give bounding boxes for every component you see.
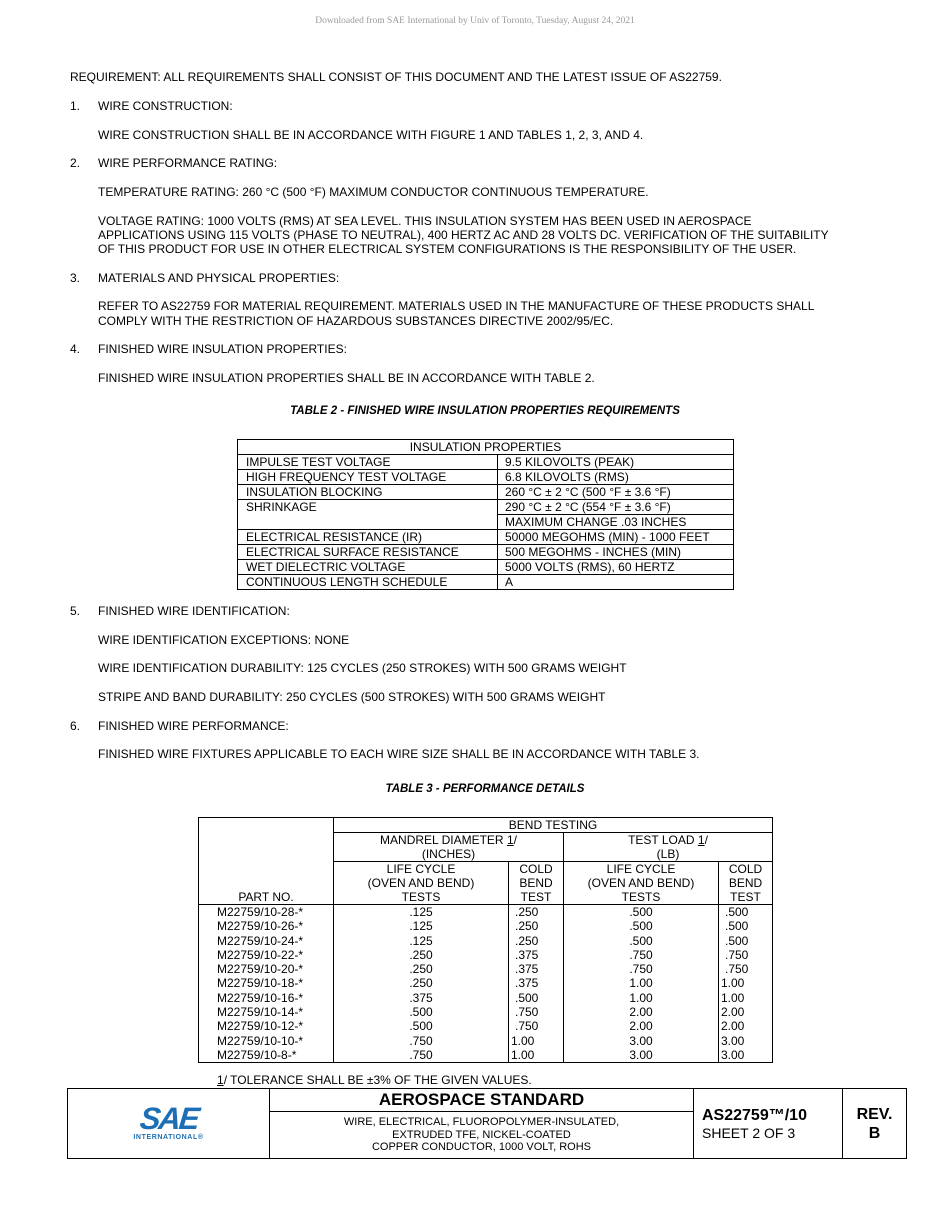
section-1-para: WIRE CONSTRUCTION SHALL BE IN ACCORDANCE WITH FIGURE 1 AND TABLES 1, 2, 3, AND 4. bbox=[98, 128, 644, 142]
mandrel-cold-bend-value: 1.00 bbox=[509, 1034, 564, 1048]
registered-mark: ® bbox=[197, 1134, 204, 1141]
mandrel-life-cycle-value: .250 bbox=[334, 948, 509, 962]
table-row bbox=[238, 515, 734, 530]
table-row bbox=[199, 1005, 773, 1019]
property-name bbox=[238, 515, 498, 530]
mandrel-cold-bend-value: .750 bbox=[509, 1019, 564, 1033]
voltage-rating-line-2: APPLICATIONS USING 115 VOLTS (PHASE TO NEUTRAL), 400 HERTZ AC AND 28 VOLTS DC. VERIFICATION OF THE SUITABILITY bbox=[98, 228, 829, 242]
mandrel-life-cycle-value: .750 bbox=[334, 1048, 509, 1063]
subtitle-line: WIRE, ELECTRICAL, FLUOROPOLYMER-INSULATED, bbox=[343, 1116, 620, 1129]
temperature-rating: TEMPERATURE RATING: 260 °C (500 °F) MAXIMUM CONDUCTOR CONTINUOUS TEMPERATURE. bbox=[98, 185, 649, 199]
section-4-para: FINISHED WIRE INSULATION PROPERTIES SHALL BE IN ACCORDANCE WITH TABLE 2. bbox=[98, 371, 595, 385]
life-cycle-line: TESTS bbox=[401, 890, 441, 904]
property-name: IMPULSE TEST VOLTAGE bbox=[238, 455, 498, 470]
document-type: AEROSPACE STANDARD bbox=[270, 1089, 694, 1112]
mandrel-diameter-header bbox=[334, 833, 564, 862]
property-value: 290 °C ± 2 °C (554 °F ± 3.6 °F) bbox=[498, 500, 734, 515]
mandrel-cold-bend-value: 1.00 bbox=[509, 1048, 564, 1063]
part-number: M22759/10-12-* bbox=[199, 1019, 334, 1033]
property-name: CONTINUOUS LENGTH SCHEDULE bbox=[238, 575, 498, 590]
part-number: M22759/10-18-* bbox=[199, 976, 334, 990]
load-life-cycle-value: 1.00 bbox=[564, 976, 719, 990]
materials-line-2: COMPLY WITH THE RESTRICTION OF HAZARDOUS SUBSTANCES DIRECTIVE 2002/95/EC. bbox=[98, 314, 614, 328]
mandrel-cold-bend-value: .375 bbox=[509, 948, 564, 962]
load-cold-bend-header bbox=[719, 862, 773, 905]
section-6-number: 6. bbox=[70, 719, 81, 733]
property-name: SHRINKAGE bbox=[238, 500, 498, 515]
sae-logo-cell bbox=[68, 1089, 270, 1159]
part-number: M22759/10-26-* bbox=[199, 919, 334, 933]
mandrel-cold-bend-value: .750 bbox=[509, 1005, 564, 1019]
section-4-title: FINISHED WIRE INSULATION PROPERTIES: bbox=[98, 342, 347, 356]
footnote-ref: 1 bbox=[506, 833, 514, 847]
section-2-title: WIRE PERFORMANCE RATING: bbox=[98, 156, 278, 170]
property-name: HIGH FREQUENCY TEST VOLTAGE bbox=[238, 470, 498, 485]
test-load-header bbox=[564, 833, 773, 862]
part-number: M22759/10-8-* bbox=[199, 1048, 334, 1063]
mandrel-life-cycle-value: .125 bbox=[334, 934, 509, 948]
property-name: ELECTRICAL SURFACE RESISTANCE bbox=[238, 545, 498, 560]
load-life-cycle-value: .500 bbox=[564, 934, 719, 948]
table-2-caption: TABLE 2 - FINISHED WIRE INSULATION PROPERTIES REQUIREMENTS bbox=[290, 405, 680, 417]
load-life-cycle-value: .750 bbox=[564, 962, 719, 976]
property-value: 260 °C ± 2 °C (500 °F ± 3.6 °F) bbox=[498, 485, 734, 500]
cold-bend-line: BEND bbox=[519, 876, 553, 890]
table-row bbox=[238, 455, 734, 470]
footnote-slash: / bbox=[513, 833, 517, 847]
part-number: M22759/10-10-* bbox=[199, 1034, 334, 1048]
mandrel-cold-bend-value: .250 bbox=[509, 919, 564, 933]
stripe-band-durability: STRIPE AND BAND DURABILITY: 250 CYCLES (500 STROKES) WITH 500 GRAMS WEIGHT bbox=[98, 690, 606, 704]
performance-details-table bbox=[198, 817, 773, 1063]
footnote-text: / TOLERANCE SHALL BE ±3% OF THE GIVEN VALUES. bbox=[223, 1073, 532, 1087]
load-life-cycle-value: .500 bbox=[564, 905, 719, 920]
sae-logo bbox=[68, 1101, 269, 1142]
mandrel-cold-bend-value: .500 bbox=[509, 991, 564, 1005]
cold-bend-line: COLD bbox=[519, 862, 553, 876]
table-3-caption: TABLE 3 - PERFORMANCE DETAILS bbox=[385, 783, 585, 795]
table-row bbox=[238, 560, 734, 575]
footnote-slash: / bbox=[704, 833, 708, 847]
table-3-footnote bbox=[217, 1073, 532, 1087]
footnote-ref: 1 bbox=[697, 833, 705, 847]
mandrel-life-cycle-value: .125 bbox=[334, 919, 509, 933]
mandrel-life-cycle-header bbox=[334, 862, 509, 905]
identification-exceptions: WIRE IDENTIFICATION EXCEPTIONS: NONE bbox=[98, 633, 350, 647]
section-3-number: 3. bbox=[70, 271, 81, 285]
load-cold-bend-value: .750 bbox=[719, 948, 773, 962]
document-number: AS22759™/10 bbox=[702, 1106, 807, 1124]
property-value: 50000 MEGOHMS (MIN) - 1000 FEET bbox=[498, 530, 734, 545]
load-cold-bend-value: 1.00 bbox=[719, 991, 773, 1005]
mandrel-life-cycle-value: .250 bbox=[334, 976, 509, 990]
life-cycle-line: (OVEN AND BEND) bbox=[367, 876, 475, 890]
table-row bbox=[199, 962, 773, 976]
property-value: 500 MEGOHMS - INCHES (MIN) bbox=[498, 545, 734, 560]
load-life-cycle-value: .500 bbox=[564, 919, 719, 933]
materials-line-1: REFER TO AS22759 FOR MATERIAL REQUIREMENT. MATERIALS USED IN THE MANUFACTURE OF THESE PRODUCTS SHALL bbox=[98, 299, 815, 313]
test-load-units: (LB) bbox=[656, 847, 680, 861]
table-row bbox=[238, 530, 734, 545]
sae-logo-subtext-label: INTERNATIONAL bbox=[133, 1134, 198, 1141]
cold-bend-line: TEST bbox=[730, 890, 761, 904]
property-value: 6.8 KILOVOLTS (RMS) bbox=[498, 470, 734, 485]
cold-bend-line: COLD bbox=[728, 862, 763, 876]
voltage-rating-line-1: VOLTAGE RATING: 1000 VOLTS (RMS) AT SEA LEVEL. THIS INSULATION SYSTEM HAS BEEN USED IN AEROSPACE bbox=[98, 214, 752, 228]
load-cold-bend-value: 2.00 bbox=[719, 1005, 773, 1019]
revision-label: REV. bbox=[856, 1105, 893, 1123]
mandrel-life-cycle-value: .250 bbox=[334, 962, 509, 976]
part-no-header bbox=[199, 862, 334, 905]
table-row bbox=[238, 500, 734, 515]
requirement-statement: REQUIREMENT: ALL REQUIREMENTS SHALL CONSIST OF THIS DOCUMENT AND THE LATEST ISSUE OF AS22759. bbox=[70, 70, 722, 84]
part-no-header-spacer bbox=[199, 833, 334, 862]
table-row bbox=[238, 485, 734, 500]
load-cold-bend-value: .500 bbox=[719, 934, 773, 948]
section-1-title: WIRE CONSTRUCTION: bbox=[98, 99, 233, 113]
download-watermark: Downloaded from SAE International by Univ of Toronto, Tuesday, August 24, 2021 bbox=[315, 16, 635, 26]
table-row bbox=[199, 991, 773, 1005]
load-life-cycle-value: 3.00 bbox=[564, 1048, 719, 1063]
mandrel-life-cycle-value: .500 bbox=[334, 1019, 509, 1033]
title-block bbox=[67, 1088, 907, 1159]
sheet-number: SHEET 2 OF 3 bbox=[702, 1124, 796, 1141]
load-life-cycle-value: .750 bbox=[564, 948, 719, 962]
section-3-title: MATERIALS AND PHYSICAL PROPERTIES: bbox=[98, 271, 340, 285]
part-number: M22759/10-20-* bbox=[199, 962, 334, 976]
voltage-rating-line-3: OF THIS PRODUCT FOR USE IN OTHER ELECTRICAL SYSTEM CONFIGURATIONS IS THE RESPONSIBILITY OF THE USER. bbox=[98, 242, 797, 256]
revision-cell bbox=[843, 1089, 907, 1159]
table-row bbox=[199, 1048, 773, 1063]
section-2-number: 2. bbox=[70, 156, 81, 170]
section-6-para: FINISHED WIRE FIXTURES APPLICABLE TO EACH WIRE SIZE SHALL BE IN ACCORDANCE WITH TABLE 3. bbox=[98, 747, 700, 761]
footnote-number: 1 bbox=[217, 1073, 224, 1087]
load-cold-bend-value: 2.00 bbox=[719, 1019, 773, 1033]
document-id-cell bbox=[694, 1089, 843, 1159]
load-life-cycle-value: 2.00 bbox=[564, 1019, 719, 1033]
part-number: M22759/10-24-* bbox=[199, 934, 334, 948]
subtitle-line: COPPER CONDUCTOR, 1000 VOLT, ROHS bbox=[371, 1141, 592, 1154]
insulation-properties-table bbox=[237, 439, 734, 590]
table-row bbox=[199, 905, 773, 920]
mandrel-cold-bend-value: .250 bbox=[509, 905, 564, 920]
mandrel-life-cycle-value: .375 bbox=[334, 991, 509, 1005]
part-number: M22759/10-16-* bbox=[199, 991, 334, 1005]
section-1-number: 1. bbox=[70, 99, 81, 113]
load-life-cycle-value: 3.00 bbox=[564, 1034, 719, 1048]
subtitle-line: EXTRUDED TFE, NICKEL-COATED bbox=[392, 1128, 571, 1141]
mandrel-life-cycle-value: .750 bbox=[334, 1034, 509, 1048]
load-cold-bend-value: .750 bbox=[719, 962, 773, 976]
bend-testing-header: BEND TESTING bbox=[334, 818, 773, 833]
life-cycle-line: LIFE CYCLE bbox=[386, 862, 456, 876]
table-row bbox=[199, 1019, 773, 1033]
mandrel-life-cycle-value: .500 bbox=[334, 1005, 509, 1019]
table-row bbox=[199, 948, 773, 962]
sae-logo-mark: SAE bbox=[137, 1101, 200, 1136]
mandrel-diameter-label: MANDREL DIAMETER bbox=[380, 833, 507, 847]
property-value: MAXIMUM CHANGE .03 INCHES bbox=[498, 515, 734, 530]
load-cold-bend-value: .500 bbox=[719, 905, 773, 920]
section-5-number: 5. bbox=[70, 604, 81, 618]
property-value: 9.5 KILOVOLTS (PEAK) bbox=[498, 455, 734, 470]
part-number: M22759/10-28-* bbox=[199, 905, 334, 920]
identification-durability: WIRE IDENTIFICATION DURABILITY: 125 CYCLES (250 STROKES) WITH 500 GRAMS WEIGHT bbox=[98, 661, 627, 675]
part-number: M22759/10-14-* bbox=[199, 1005, 334, 1019]
revision-value: B bbox=[868, 1124, 881, 1142]
load-cold-bend-value: 1.00 bbox=[719, 976, 773, 990]
life-cycle-line: (OVEN AND BEND) bbox=[587, 876, 695, 890]
table-row bbox=[238, 575, 734, 590]
table-row bbox=[199, 919, 773, 933]
test-load-label: TEST LOAD bbox=[628, 833, 698, 847]
table-row bbox=[199, 1034, 773, 1048]
table-row bbox=[238, 545, 734, 560]
load-cold-bend-value: 3.00 bbox=[719, 1048, 773, 1063]
cold-bend-line: BEND bbox=[728, 876, 763, 890]
section-5-title: FINISHED WIRE IDENTIFICATION: bbox=[98, 604, 290, 618]
part-no-label: PART NO. bbox=[238, 890, 294, 904]
life-cycle-line: LIFE CYCLE bbox=[606, 862, 676, 876]
load-cold-bend-value: .500 bbox=[719, 919, 773, 933]
table-row bbox=[199, 976, 773, 990]
load-life-cycle-value: 1.00 bbox=[564, 991, 719, 1005]
mandrel-cold-bend-value: .375 bbox=[509, 976, 564, 990]
part-number: M22759/10-22-* bbox=[199, 948, 334, 962]
load-life-cycle-value: 2.00 bbox=[564, 1005, 719, 1019]
table-2-header: INSULATION PROPERTIES bbox=[238, 440, 734, 455]
property-name: INSULATION BLOCKING bbox=[238, 485, 498, 500]
cold-bend-line: TEST bbox=[520, 890, 552, 904]
mandrel-cold-bend-value: .250 bbox=[509, 934, 564, 948]
document-subtitle bbox=[270, 1112, 694, 1159]
property-value: A bbox=[498, 575, 734, 590]
mandrel-cold-bend-value: .375 bbox=[509, 962, 564, 976]
property-name: WET DIELECTRIC VOLTAGE bbox=[238, 560, 498, 575]
mandrel-diameter-units: (INCHES) bbox=[421, 847, 476, 861]
part-no-header-spacer bbox=[199, 818, 334, 833]
property-value: 5000 VOLTS (RMS), 60 HERTZ bbox=[498, 560, 734, 575]
section-6-title: FINISHED WIRE PERFORMANCE: bbox=[98, 719, 289, 733]
load-life-cycle-header bbox=[564, 862, 719, 905]
mandrel-cold-bend-header bbox=[509, 862, 564, 905]
property-name: ELECTRICAL RESISTANCE (IR) bbox=[238, 530, 498, 545]
load-cold-bend-value: 3.00 bbox=[719, 1034, 773, 1048]
life-cycle-line: TESTS bbox=[621, 890, 661, 904]
section-4-number: 4. bbox=[70, 342, 81, 356]
table-row bbox=[199, 934, 773, 948]
table-row bbox=[238, 470, 734, 485]
mandrel-life-cycle-value: .125 bbox=[334, 905, 509, 920]
